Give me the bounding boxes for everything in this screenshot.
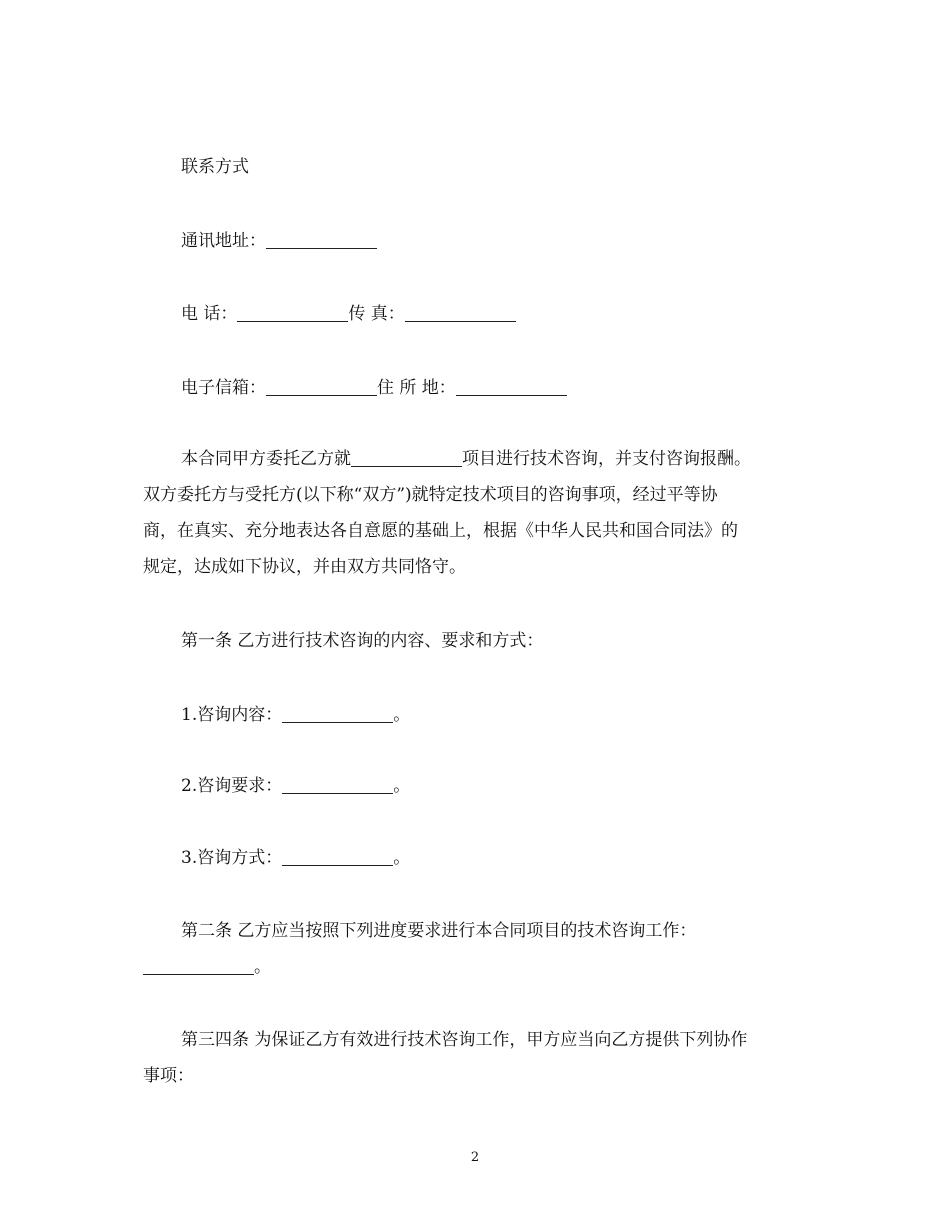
preamble-line-4: 规定，达成如下协议，并由双方共同恪守。 <box>143 557 466 577</box>
consult-requirement-line: 2.咨询要求： 。 <box>181 776 411 796</box>
email-blank[interactable] <box>266 377 377 396</box>
article-34-line-1: 第三四条 为保证乙方有效进行技术咨询工作，甲方应当向乙方提供下列协作 <box>181 1030 748 1050</box>
address-blank[interactable] <box>266 230 377 249</box>
address-label: 通讯地址： <box>181 231 266 251</box>
preamble-line-2: 双方委托方与受托方(以下称“双方”)就特定技术项目的咨询事项，经过平等协 <box>143 485 718 505</box>
method-blank[interactable] <box>282 847 393 866</box>
phone-fax-line <box>181 302 851 326</box>
project-blank[interactable] <box>351 448 462 467</box>
article-34-line-2: 事项： <box>143 1066 194 1086</box>
preamble-line-1: 本合同甲方委托乙方就 项目进行技术咨询，并支付咨询报酬。 <box>181 449 751 469</box>
preamble-line-3: 商，在真实、充分地表达各自意愿的基础上，根据《中华人民共和国合同法》的 <box>143 521 738 541</box>
article-2-line-2: 。 <box>143 955 813 979</box>
domicile-blank[interactable] <box>456 377 567 396</box>
domicile-label: 住 所 地： <box>377 378 456 398</box>
article-2-line-1: 第二条 乙方应当按照下列进度要求进行本合同项目的技术咨询工作： <box>181 921 697 941</box>
requirement-blank[interactable] <box>282 775 393 794</box>
email-label: 电子信箱： <box>181 378 266 398</box>
consult-content-line: 1.咨询内容： 。 <box>181 705 411 725</box>
page-number: 2 <box>470 1150 480 1165</box>
email-domicile-line <box>181 376 851 400</box>
content-blank[interactable] <box>282 704 393 723</box>
fax-label: 传 真： <box>348 304 405 324</box>
phone-label: 电 话： <box>181 304 238 324</box>
contact-heading: 联系方式 <box>181 157 249 177</box>
article-1-heading: 第一条 乙方进行技术咨询的内容、要求和方式： <box>181 631 544 651</box>
fax-blank[interactable] <box>405 303 516 322</box>
address-line <box>181 229 851 253</box>
phone-blank[interactable] <box>237 303 348 322</box>
progress-blank[interactable] <box>143 956 254 975</box>
consult-method-line: 3.咨询方式： 。 <box>181 848 411 868</box>
